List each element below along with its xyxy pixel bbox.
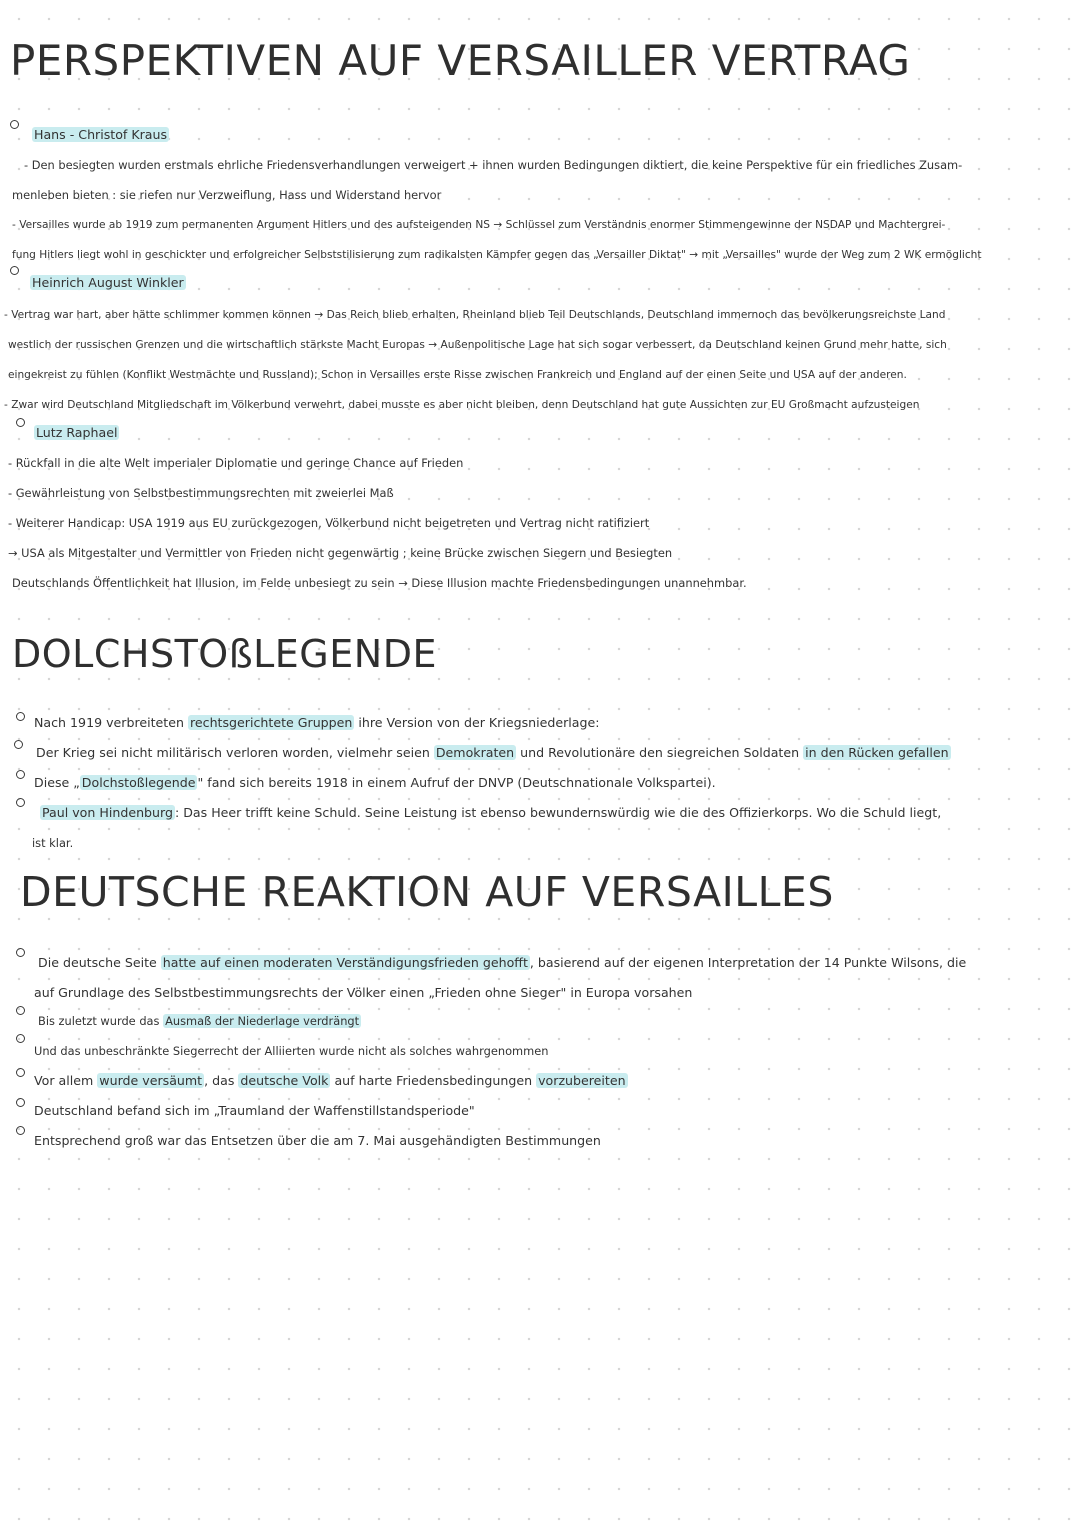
bullet-icon [10, 120, 19, 129]
text-line: westlich der russischen Grenzen und die wirtschaftlich stärkste Macht Europas → Außenpolitische Lage hat sich sogar verbessert, da Deutschland keinen Grund mehr hatte, sich [8, 339, 947, 351]
text-line: - Gewährleistung von Selbstbestimmungsrechten mit zweierlei Maß [8, 486, 394, 500]
bullet-icon [16, 1068, 25, 1077]
text-line: - Zwar wird Deutschland Mitgliedschaft im Völkerbund verwehrt, dabei musste es aber nicht bleiben, denn Deutschland hat gute Aussichten zur EU Großmacht aufzusteigen [4, 399, 920, 411]
text-line: ist klar. [32, 836, 74, 850]
text-line: auf Grundlage des Selbstbestimmungsrechts der Völker einen „Frieden ohne Sieger" in Europa vorsahen [34, 985, 693, 1000]
bullet-icon [16, 1006, 25, 1015]
bullet-icon [16, 712, 25, 721]
text-line: Diese „ Dolchstoßlegende " fand sich bereits 1918 in einem Aufruf der DNVP (Deutschnationale Volkspartei). [34, 775, 716, 790]
text-line: Der Krieg sei nicht militärisch verloren worden, vielmehr seien Demokraten und Revolutionäre den siegreichen Soldaten in den Rücken gefallen [36, 745, 949, 760]
text-line: - Rückfall in die alte Welt imperialer Diplomatie und geringe Chance auf Frieden [8, 456, 464, 470]
bullet-icon [10, 266, 19, 275]
text-line: Vor allem wurde versäumt , das deutsche Volk auf harte Friedensbedingungen vorzubereiten [34, 1073, 626, 1088]
bullet-icon [16, 770, 25, 779]
author-kraus: Hans - Christof Kraus [34, 127, 168, 142]
text-line: Bis zuletzt wurde das Ausmaß der Niederlage verdrängt [38, 1014, 360, 1028]
bullet-icon [16, 1034, 25, 1043]
bullet-icon [16, 1098, 25, 1107]
text-line: eingekreist zu fühlen (Konflikt Westmächte und Russland); Schon in Versailles erste Risse zwischen Frankreich und England auf der einen Seite und USA auf der anderen. [8, 369, 907, 381]
section-title-perspektiven: PERSPEKTIVEN AUF VERSAILLER VERTRAG [10, 36, 911, 85]
bullet-icon [16, 798, 25, 807]
section-title-dolchstoss: DOLCHSTOßLEGENDE [12, 632, 437, 676]
text-line: Und das unbeschränkte Siegerrecht der Alliierten wurde nicht als solches wahrgenommen [34, 1044, 549, 1058]
text-line: - Den besiegten wurden erstmals ehrliche Friedensverhandlungen verweigert + ihnen wurden Bedingungen diktiert, die keine Perspektive für ein friedliches Zusam- [24, 158, 963, 172]
bullet-icon [16, 1126, 25, 1135]
text-line: Entsprechend groß war das Entsetzen über die am 7. Mai ausgehändigten Bestimmungen [34, 1133, 601, 1148]
bullet-icon [14, 740, 23, 749]
text-line: Nach 1919 verbreiteten rechtsgerichtete Gruppen ihre Version von der Kriegsniederlage: [34, 715, 600, 730]
text-line: Deutschland befand sich im „Traumland der Waffenstillstandsperiode" [34, 1103, 475, 1118]
text-line: Paul von Hindenburg : Das Heer trifft keine Schuld. Seine Leistung ist ebenso bewundernswürdig wie die des Offizierkorps. Wo die Schuld liegt, [42, 805, 942, 820]
text-line: - Weiterer Handicap: USA 1919 aus EU zurückgezogen, Völkerbund nicht beigetreten und Vertrag nicht ratifiziert [8, 516, 650, 530]
author-raphael: Lutz Raphael [36, 425, 118, 440]
section-title-reaktion: DEUTSCHE REAKTION AUF VERSAILLES [20, 868, 834, 916]
text-line: menleben bieten : sie riefen nur Verzweiflung, Hass und Widerstand hervor [12, 188, 442, 202]
bullet-icon [16, 418, 25, 427]
text-line: Deutschlands Öffentlichkeit hat Illusion, im Felde unbesiegt zu sein → Diese Illusion machte Friedensbedingungen unannehmbar. [12, 576, 747, 590]
text-line: - Versailles wurde ab 1919 zum permanenten Argument Hitlers und des aufsteigenden NS → Schlüssel zum Verständnis enormer Stimmengewinne der NSDAP und Machtergrei- [12, 219, 946, 231]
text-line: - Vertrag war hart, aber hätte schlimmer kommen können → Das Reich blieb erhalten, Rheinland blieb Teil Deutschlands, Deutschland immernoch das bevölkerungsreichste Land [4, 309, 946, 321]
author-winkler: Heinrich August Winkler [32, 275, 184, 290]
text-line: fung Hitlers liegt wohl in geschickter und erfolgreicher Selbststilisierung zum radikalsten Kämpfer gegen das „Versailler Diktat" → mit „Versailles" wurde der Weg zum 2 WK ermöglicht [12, 249, 982, 261]
text-line: Die deutsche Seite hatte auf einen moderaten Verständigungsfrieden gehofft , basierend auf der eigenen Interpretation der 14 Punkte Wilsons, die [38, 955, 967, 970]
text-line: → USA als Mitgestalter und Vermittler von Frieden nicht gegenwärtig ; keine Brücke zwischen Siegern und Besiegten [8, 546, 673, 560]
bullet-icon [16, 948, 25, 957]
